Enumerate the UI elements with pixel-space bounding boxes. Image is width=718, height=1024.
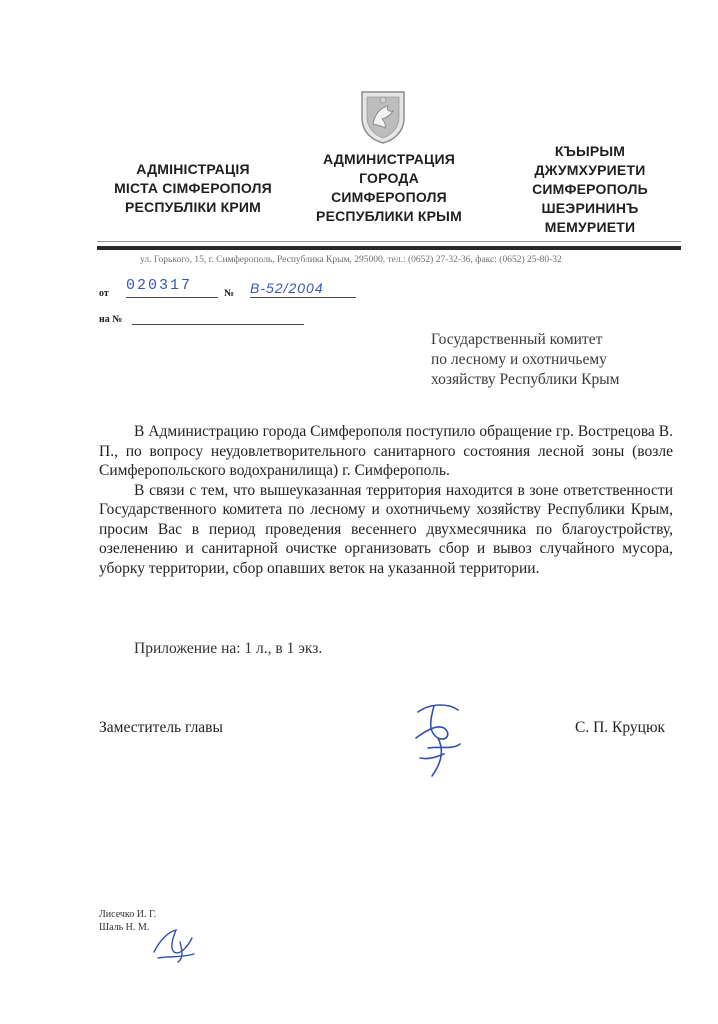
header-crh-line-2: ДЖУМХУРИЕТИ xyxy=(534,162,646,178)
header-ua-line-2: МІСТА СІМФЕРОПОЛЯ xyxy=(114,180,272,196)
header-crh-line-5: МЕМУРИЕТИ xyxy=(544,219,636,235)
initials-signature-icon xyxy=(150,922,200,966)
header-crh-line-4: ШЕЭРИНИНЪ xyxy=(541,200,639,216)
header-ru-line-4: РЕСПУБЛИКИ КРЫМ xyxy=(316,208,462,224)
reply-to-label: на № xyxy=(99,314,123,325)
header-divider-thick xyxy=(97,246,681,250)
executors-block xyxy=(99,908,156,934)
header-ru-line-3: СИМФЕРОПОЛЯ xyxy=(331,189,447,205)
number-label: № xyxy=(224,288,235,299)
reply-to-field xyxy=(132,323,304,325)
letter-body xyxy=(99,422,673,578)
date-label: от xyxy=(99,288,109,299)
body-paragraph-1: В Администрацию города Симферополя поступило обращение гр. Вострецова В. П., по вопросу неудовлетворительного санитарного состояния лесной зоны (возле Симферопольского водохранилища) г. Симферополь. xyxy=(99,423,673,479)
signatory-role: Заместитель главы xyxy=(99,719,223,736)
signatory-name: С. П. Круцюк xyxy=(575,719,666,736)
recipient-line-1: Государственный комитет xyxy=(431,331,603,348)
crimea-coat-of-arms-icon xyxy=(358,88,408,144)
handwritten-signature-icon xyxy=(398,698,476,784)
header-crh-line-1: КЪЫРЫМ xyxy=(554,143,626,159)
executor-1: Лисечко И. Г. xyxy=(99,909,157,920)
header-ukrainian xyxy=(98,160,288,217)
recipient-line-3: хозяйству Республики Крым xyxy=(431,371,620,388)
header-divider-thin xyxy=(97,241,681,242)
header-crh-line-3: СИМФЕРОПОЛЬ xyxy=(532,181,648,197)
executor-2: Шаль Н. М. xyxy=(99,922,150,933)
header-ua-line-3: РЕСПУБЛІКИ КРИМ xyxy=(124,199,262,215)
header-russian xyxy=(296,150,482,226)
header-ua-line-1: АДМІНІСТРАЦІЯ xyxy=(136,161,250,177)
header-ru-line-2: ГОРОДА xyxy=(359,170,419,186)
date-field: 020317 xyxy=(126,277,218,298)
body-paragraph-2: В связи с тем, что вышеуказанная территория находится в зоне ответственности Государственного комитета по лесному и охотничьему хозяйству Республики Крым, просим Вас в период проведения весеннего двухмесячника по благоустройству, озеленению и санитарной очистке организовать сбор и вывоз случайного мусора, уборку территории, сбор опавших веток на указанной территории. xyxy=(99,481,673,577)
address-line: ул. Горького, 15, г. Симферополь, Республика Крым, 295000, тел.: (0652) 27-32-36, факс: (0652) 25-80-32 xyxy=(140,255,562,265)
recipient-block xyxy=(431,330,671,390)
attachment-note: Приложение на: 1 л., в 1 экз. xyxy=(134,640,323,657)
number-field: В-52/2004 xyxy=(250,280,356,298)
header-crimean-tatar xyxy=(505,142,675,237)
header-ru-line-1: АДМИНИСТРАЦИЯ xyxy=(323,151,455,167)
recipient-line-2: по лесному и охотничьему xyxy=(431,351,607,368)
